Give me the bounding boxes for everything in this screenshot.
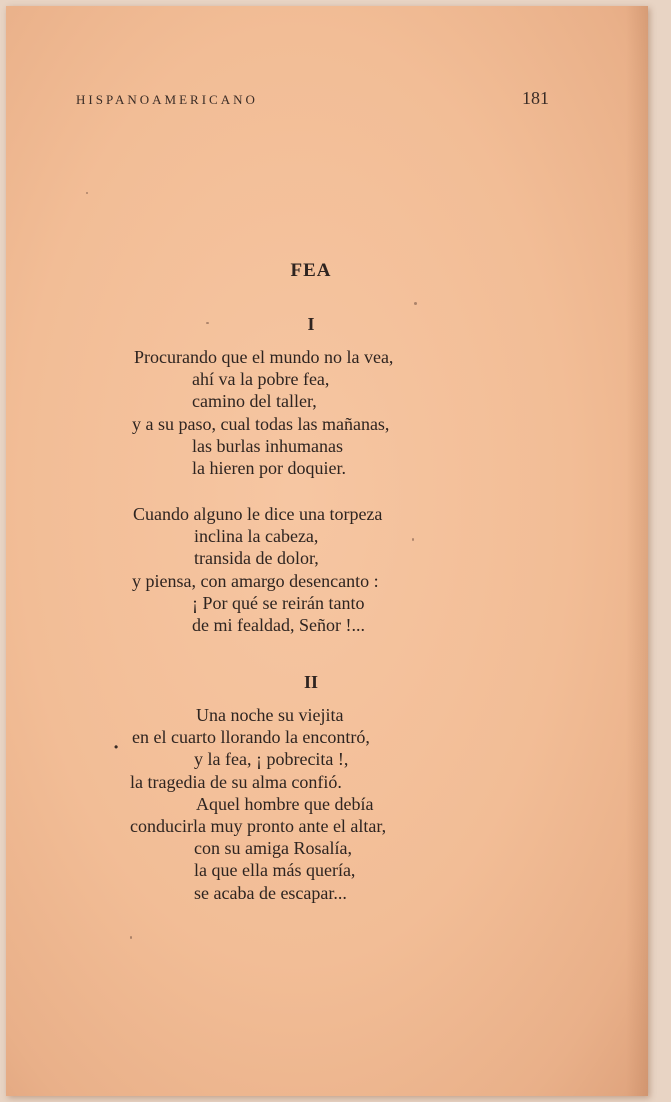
verse-line: Una noche su viejita [196,705,344,725]
page-number: 181 [522,88,549,108]
running-header-title: HISPANOAMERICANO [76,92,258,107]
paper-speck [412,538,414,541]
section-number-2: II [303,672,318,692]
verse-line: de mi fealdad, Señor !... [192,615,365,635]
verse-line: y la fea, ¡ pobrecita !, [194,749,349,770]
verse-line: la tragedia de su alma confió. [130,771,342,792]
verse-line: la hieren por doquier. [192,458,346,478]
verse-line: con su amiga Rosalía, [194,838,352,859]
verse-line: conducirla muy pronto ante el altar, [130,816,387,836]
verse-line: la que ella más quería, [194,860,356,881]
verse-line: inclina la cabeza, [194,526,319,547]
verse-line: en el cuarto llorando la encontró, [132,727,370,748]
paper-speck [414,302,417,305]
section-number-1: I [307,314,315,334]
verse-line: se acaba de escapar... [194,882,347,903]
verse-line: las burlas inhumanas [192,435,343,456]
verse-line: transida de dolor, [194,548,319,569]
page-edge-shadow [626,6,648,1096]
poem-title: FEA [290,260,332,281]
verse-line: ¡ Por qué se reirán tanto [192,592,365,613]
verse-line: Aquel hombre que debía [196,793,374,814]
paper-speck [206,322,209,324]
ink-mark: • [114,740,119,754]
paper-speck [86,192,88,194]
verse-line: camino del taller, [192,391,317,412]
verse-line: y piensa, con amargo desencanto : [132,570,379,591]
paper-speck [130,936,132,939]
verse-line: Cuando alguno le dice una torpeza [133,504,383,524]
book-page [6,6,648,1096]
verse-line: Procurando que el mundo no la vea, [134,347,394,367]
verse-line: ahí va la pobre fea, [192,369,330,390]
verse-line: y a su paso, cual todas las mañanas, [132,413,390,434]
